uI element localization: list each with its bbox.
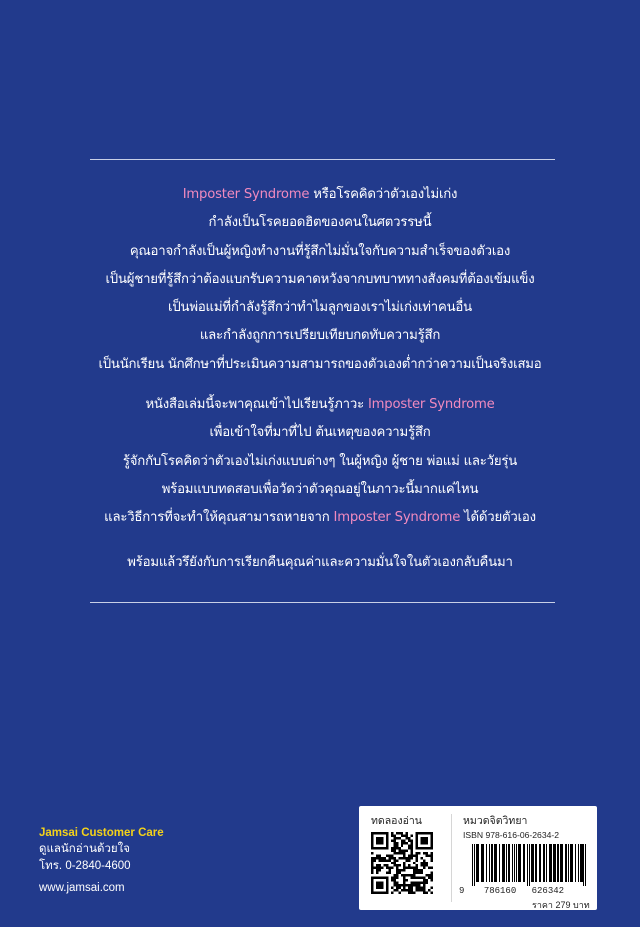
- description-line: [0, 209, 640, 237]
- barcode-icon: [471, 844, 587, 886]
- category-label: หมวดจิตวิทยา: [463, 815, 528, 827]
- bottom-divider: [90, 602, 555, 603]
- description-paragraph-3: [0, 549, 640, 577]
- description-text: พร้อมแล้วรึยังกับการเรียกคืนคุณค่าและความมั่นใจในตัวเองกลับคืนมา: [127, 555, 513, 570]
- top-divider: [90, 159, 555, 160]
- description-text: รู้จักกับโรคคิดว่าตัวเองไม่เก่งแบบต่างๆ ในผู้หญิง ผู้ชาย พ่อแม่ และวัยรุ่น: [122, 453, 518, 469]
- description-line: [0, 266, 640, 294]
- highlight-term: Imposter Syndrome: [367, 397, 495, 412]
- description-text: เพื่อเข้าใจที่มาที่ไป ต้นเหตุของความรู้สึก: [209, 425, 431, 441]
- description-text: เป็นผู้ชายที่รู้สึกว่าต้องแบกรับความคาดหวังจากบทบาททางสังคมที่ต้องเข้มแข็ง: [105, 271, 535, 287]
- isbn-text: ISBN 978-616-06-2634-2: [463, 830, 560, 840]
- description-text: คุณอาจกำลังเป็นผู้หญิงทำงานที่รู้สึกไม่มั่นใจกับความสำเร็จของตัวเอง: [129, 243, 511, 259]
- description-line: [0, 419, 640, 447]
- highlight-term: Imposter Syndrome: [182, 187, 310, 202]
- barcode-group-2: 626342: [531, 886, 565, 896]
- barcode-digits: [459, 886, 564, 896]
- highlight-term: Imposter Syndrome: [333, 510, 461, 526]
- description-text: และวิธีการที่จะทำให้คุณสามารถหายจาก: [104, 510, 334, 526]
- book-info-box: [359, 806, 597, 910]
- description-text: พร้อมแบบทดสอบเพื่อวัดว่าตัวคุณอยู่ในภาวะนี้มากแค่ไหน: [161, 481, 479, 497]
- customer-care-tagline: ดูแลนักอ่านด้วยใจ: [39, 843, 130, 855]
- description-line: [0, 181, 640, 209]
- description-paragraph-1: [0, 181, 640, 379]
- description-text: หนังสือเล่มนี้จะพาคุณเข้าไปเรียนรู้ภาวะ: [145, 397, 368, 412]
- description-line: [0, 448, 640, 476]
- website-link[interactable]: www.jamsai.com: [39, 882, 125, 894]
- box-separator: [451, 814, 452, 902]
- description-line: [0, 549, 640, 577]
- description-text: หรือโรคคิดว่าตัวเองไม่เก่ง: [309, 187, 458, 202]
- description-paragraph-2: [0, 391, 640, 532]
- description-line: [0, 238, 640, 266]
- price-label: ราคา 279 บาท: [532, 900, 590, 910]
- barcode-group-1: 786160: [483, 886, 517, 896]
- description-text: เป็นพ่อแม่ที่กำลังรู้สึกว่าทำไมลูกของเราไม่เก่งเท่าคนอื่น: [168, 300, 472, 316]
- description-text: เป็นนักเรียน นักศึกษาที่ประเมินความสามารถของตัวเองต่ำกว่าความเป็นจริงเสมอ: [98, 356, 542, 372]
- trial-read-label: ทดลองอ่าน: [371, 815, 422, 827]
- customer-care-title: Jamsai Customer Care: [39, 827, 164, 839]
- description-line: [0, 322, 640, 350]
- description-line: [0, 294, 640, 322]
- description-line: [0, 351, 640, 379]
- barcode-first-digit: 9: [459, 886, 465, 896]
- description-line: [0, 391, 640, 419]
- customer-care-phone: โทร. 0-2840-4600: [39, 859, 131, 872]
- qr-code-icon[interactable]: [371, 832, 433, 894]
- description-text: และกำลังถูกการเปรียบเทียบกดทับความรู้สึก: [199, 328, 441, 344]
- description-line: [0, 476, 640, 504]
- customer-care-block: [39, 825, 164, 894]
- description-line: [0, 504, 640, 532]
- description-text: ได้ด้วยตัวเอง: [460, 510, 536, 526]
- description-text: กำลังเป็นโรคยอดฮิตของคนในศตวรรษนี้: [208, 215, 432, 231]
